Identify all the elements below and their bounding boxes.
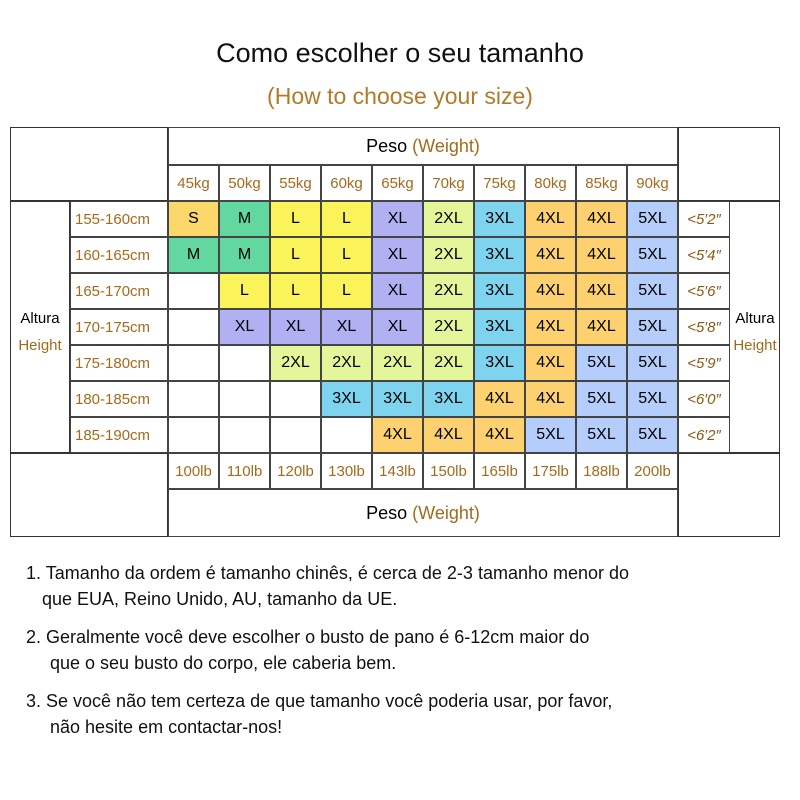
weight-header-top bbox=[168, 127, 678, 165]
note-line: que o seu busto do corpo, ele caberia bem. bbox=[50, 653, 397, 673]
size-cell: L bbox=[270, 201, 321, 237]
size-cell: 3XL bbox=[474, 201, 525, 237]
size-cell: 2XL bbox=[423, 309, 474, 345]
size-cell: 4XL bbox=[525, 201, 576, 237]
size-cell: 4XL bbox=[474, 417, 525, 453]
size-cell: L bbox=[321, 273, 372, 309]
size-cell: S bbox=[168, 201, 219, 237]
size-cell: XL bbox=[321, 309, 372, 345]
weight-label-en: (Weight) bbox=[412, 502, 480, 523]
weight-header-bottom bbox=[168, 489, 678, 537]
height-cm-label: 175-180cm bbox=[70, 345, 168, 381]
height-ft-label: <5′6″ bbox=[678, 273, 730, 309]
size-cell: 4XL bbox=[372, 417, 423, 453]
weight-label-pt: Peso bbox=[366, 135, 408, 156]
size-cell: L bbox=[321, 201, 372, 237]
weight-lb-label: 120lb bbox=[270, 453, 321, 489]
page-title: Como escolher o seu tamanho bbox=[216, 38, 584, 68]
size-cell: 2XL bbox=[423, 201, 474, 237]
weight-lb-label: 200lb bbox=[627, 453, 678, 489]
weight-lb-label: 130lb bbox=[321, 453, 372, 489]
weight-kg-label: 45kg bbox=[168, 165, 219, 201]
height-label-en: Height bbox=[18, 337, 62, 354]
height-ft-label: <5′9″ bbox=[678, 345, 730, 381]
top-left-empty-cell bbox=[10, 127, 168, 201]
size-cell: 3XL bbox=[474, 309, 525, 345]
size-cell: 3XL bbox=[372, 381, 423, 417]
weight-lb-label: 175lb bbox=[525, 453, 576, 489]
size-cell: 5XL bbox=[627, 309, 678, 345]
note-line: não hesite em contactar-nos! bbox=[50, 717, 283, 737]
size-cell: 5XL bbox=[627, 417, 678, 453]
weight-kg-label: 80kg bbox=[525, 165, 576, 201]
size-cell: M bbox=[219, 237, 270, 273]
bottom-right-empty-cell bbox=[678, 453, 780, 537]
size-cell: L bbox=[321, 237, 372, 273]
size-cell: XL bbox=[372, 273, 423, 309]
height-label-pt: Altura bbox=[735, 310, 775, 327]
weight-kg-label: 65kg bbox=[372, 165, 423, 201]
weight-kg-label: 70kg bbox=[423, 165, 474, 201]
bottom-left-empty-cell bbox=[10, 453, 168, 537]
size-cell: 5XL bbox=[576, 417, 627, 453]
size-cell: 5XL bbox=[576, 381, 627, 417]
size-cell: 2XL bbox=[270, 345, 321, 381]
height-label-left bbox=[10, 305, 70, 359]
height-ft-label: <5′4″ bbox=[678, 237, 730, 273]
size-cell: 3XL bbox=[474, 273, 525, 309]
size-cell: 2XL bbox=[423, 273, 474, 309]
size-cell: 5XL bbox=[627, 201, 678, 237]
size-cell: 4XL bbox=[525, 381, 576, 417]
size-cell: XL bbox=[372, 237, 423, 273]
note-line: que EUA, Reino Unido, AU, tamanho da UE. bbox=[42, 589, 398, 609]
size-cell bbox=[168, 273, 219, 309]
height-label-right bbox=[730, 305, 780, 359]
size-cell: 4XL bbox=[576, 201, 627, 237]
size-cell bbox=[270, 417, 321, 453]
size-cell: 5XL bbox=[576, 345, 627, 381]
height-cm-label: 185-190cm bbox=[70, 417, 168, 453]
size-cell: 4XL bbox=[576, 237, 627, 273]
height-ft-label: <5′2″ bbox=[678, 201, 730, 237]
size-cell: 2XL bbox=[423, 345, 474, 381]
weight-lb-label: 100lb bbox=[168, 453, 219, 489]
notes-section bbox=[26, 560, 776, 752]
top-right-empty-cell bbox=[678, 127, 780, 201]
size-cell bbox=[219, 345, 270, 381]
size-cell bbox=[168, 309, 219, 345]
size-cell: 3XL bbox=[423, 381, 474, 417]
size-cell: 4XL bbox=[423, 417, 474, 453]
size-cell: 2XL bbox=[372, 345, 423, 381]
size-cell: 4XL bbox=[525, 345, 576, 381]
size-cell: 2XL bbox=[423, 237, 474, 273]
height-label-pt: Altura bbox=[20, 310, 60, 327]
size-cell: L bbox=[270, 237, 321, 273]
page-subtitle: (How to choose your size) bbox=[267, 83, 533, 109]
size-cell: M bbox=[219, 201, 270, 237]
size-cell: 3XL bbox=[474, 237, 525, 273]
weight-kg-label: 60kg bbox=[321, 165, 372, 201]
size-cell bbox=[321, 417, 372, 453]
weight-lb-label: 188lb bbox=[576, 453, 627, 489]
size-cell bbox=[168, 345, 219, 381]
size-cell: L bbox=[270, 273, 321, 309]
note-line: 3. Se você não tem certeza de que tamanho você poderia usar, por favor, bbox=[26, 691, 613, 711]
height-cm-label: 160-165cm bbox=[70, 237, 168, 273]
size-cell: 4XL bbox=[474, 381, 525, 417]
height-label-en: Height bbox=[733, 337, 777, 354]
size-cell: L bbox=[219, 273, 270, 309]
height-cm-label: 180-185cm bbox=[70, 381, 168, 417]
note-line: 1. Tamanho da ordem é tamanho chinês, é cerca de 2-3 tamanho menor do bbox=[26, 563, 630, 583]
size-cell: 5XL bbox=[525, 417, 576, 453]
size-cell: 4XL bbox=[576, 273, 627, 309]
size-cell: 5XL bbox=[627, 237, 678, 273]
height-cm-label: 165-170cm bbox=[70, 273, 168, 309]
height-ft-label: <5′8″ bbox=[678, 309, 730, 345]
weight-lb-label: 165lb bbox=[474, 453, 525, 489]
size-cell: XL bbox=[270, 309, 321, 345]
size-chart-table bbox=[10, 127, 780, 537]
weight-kg-label: 85kg bbox=[576, 165, 627, 201]
weight-kg-label: 55kg bbox=[270, 165, 321, 201]
size-cell: 3XL bbox=[321, 381, 372, 417]
size-cell: XL bbox=[219, 309, 270, 345]
size-cell: 4XL bbox=[525, 237, 576, 273]
weight-label-en: (Weight) bbox=[412, 135, 480, 156]
weight-label-pt: Peso bbox=[366, 502, 408, 523]
size-cell bbox=[219, 381, 270, 417]
size-cell bbox=[270, 381, 321, 417]
size-cell: XL bbox=[372, 201, 423, 237]
weight-lb-label: 143lb bbox=[372, 453, 423, 489]
size-cell: 5XL bbox=[627, 273, 678, 309]
size-cell: 5XL bbox=[627, 381, 678, 417]
height-ft-label: <6′0″ bbox=[678, 381, 730, 417]
weight-lb-label: 110lb bbox=[219, 453, 270, 489]
size-cell: 4XL bbox=[525, 309, 576, 345]
size-cell: 4XL bbox=[576, 309, 627, 345]
size-cell bbox=[168, 417, 219, 453]
note-item bbox=[26, 560, 776, 612]
weight-kg-label: 90kg bbox=[627, 165, 678, 201]
height-ft-label: <6′2″ bbox=[678, 417, 730, 453]
size-cell: XL bbox=[372, 309, 423, 345]
weight-lb-label: 150lb bbox=[423, 453, 474, 489]
size-cell: 4XL bbox=[525, 273, 576, 309]
weight-kg-label: 50kg bbox=[219, 165, 270, 201]
weight-kg-label: 75kg bbox=[474, 165, 525, 201]
size-cell: 5XL bbox=[627, 345, 678, 381]
note-item bbox=[26, 624, 776, 676]
note-item bbox=[26, 688, 776, 740]
size-cell: 3XL bbox=[474, 345, 525, 381]
size-cell: M bbox=[168, 237, 219, 273]
size-cell bbox=[219, 417, 270, 453]
size-cell: 2XL bbox=[321, 345, 372, 381]
height-cm-label: 170-175cm bbox=[70, 309, 168, 345]
size-cell bbox=[168, 381, 219, 417]
note-line: 2. Geralmente você deve escolher o busto de pano é 6-12cm maior do bbox=[26, 627, 590, 647]
height-cm-label: 155-160cm bbox=[70, 201, 168, 237]
